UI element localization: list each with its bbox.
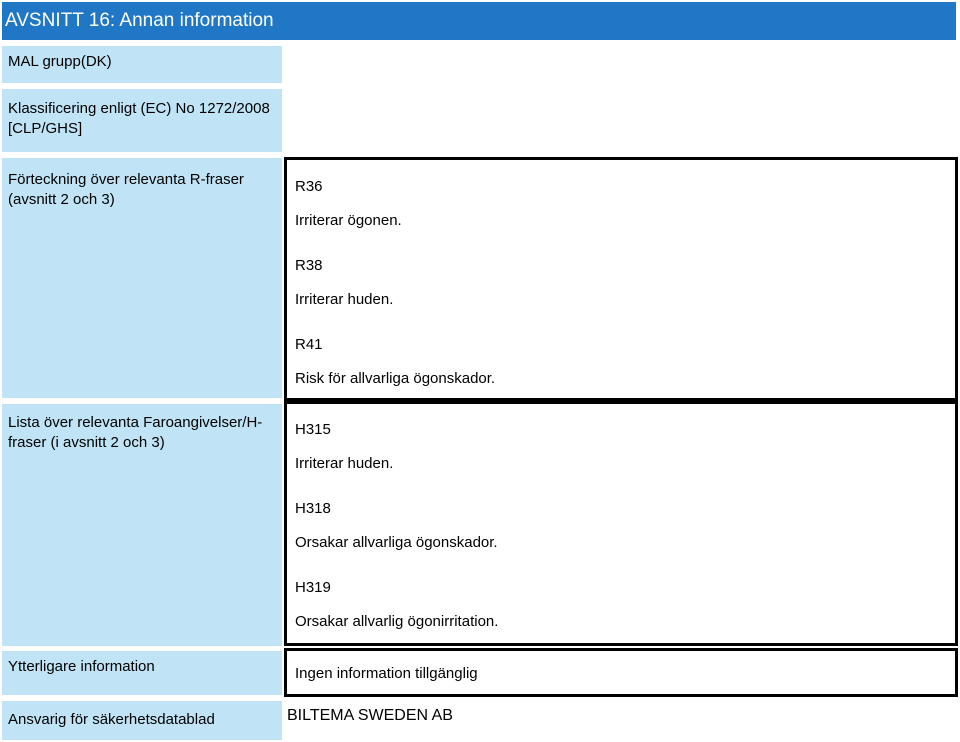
r-phrase-code: R38 (295, 257, 323, 274)
r-phrase-text: Irriterar ögonen. (295, 212, 402, 229)
additional-info-box (284, 648, 958, 697)
h-phrase-code: H318 (295, 500, 331, 517)
classification-label: Klassificering enligt (EC) No 1272/2008 [CLP/GHS] (8, 100, 270, 137)
r-phrases-label: Förteckning över relevanta R-fraser (avsnitt 2 och 3) (8, 171, 244, 208)
h-phrases-label-cell (2, 404, 282, 646)
r-phrases-box (284, 157, 958, 401)
h-phrase-code: H315 (295, 421, 331, 438)
h-phrase-text: Irriterar huden. (295, 455, 394, 472)
h-phrase-text: Orsakar allvarlig ögonirritation. (295, 613, 499, 630)
additional-info-value: Ingen information tillgänglig (295, 665, 478, 682)
section-header (2, 2, 956, 40)
h-phrases-box (284, 401, 958, 646)
additional-info-label: Ytterligare information (8, 658, 155, 675)
template-label-cell (2, 46, 282, 83)
responsible-label: Ansvarig för säkerhetsdatablad (8, 711, 215, 728)
additional-info-label-cell (2, 651, 282, 695)
h-phrase-text: Orsakar allvarliga ögonskador. (295, 534, 498, 551)
r-phrases-label-cell (2, 158, 282, 398)
h-phrases-label: Lista över relevanta Faroangivelser/H-fraser (i avsnitt 2 och 3) (8, 414, 263, 451)
h-phrase-code: H319 (295, 579, 331, 596)
r-phrase-code: R41 (295, 336, 323, 353)
r-phrase-text: Irriterar huden. (295, 291, 394, 308)
r-phrase-code: R36 (295, 178, 323, 195)
classification-label-cell (2, 89, 282, 152)
responsible-value: BILTEMA SWEDEN AB (287, 707, 453, 724)
section-title: AVSNITT 16: Annan information (5, 10, 274, 31)
template-label: MAL grupp(DK) (8, 53, 112, 70)
responsible-label-cell (2, 701, 282, 740)
r-phrase-text: Risk för allvarliga ögonskador. (295, 370, 496, 387)
